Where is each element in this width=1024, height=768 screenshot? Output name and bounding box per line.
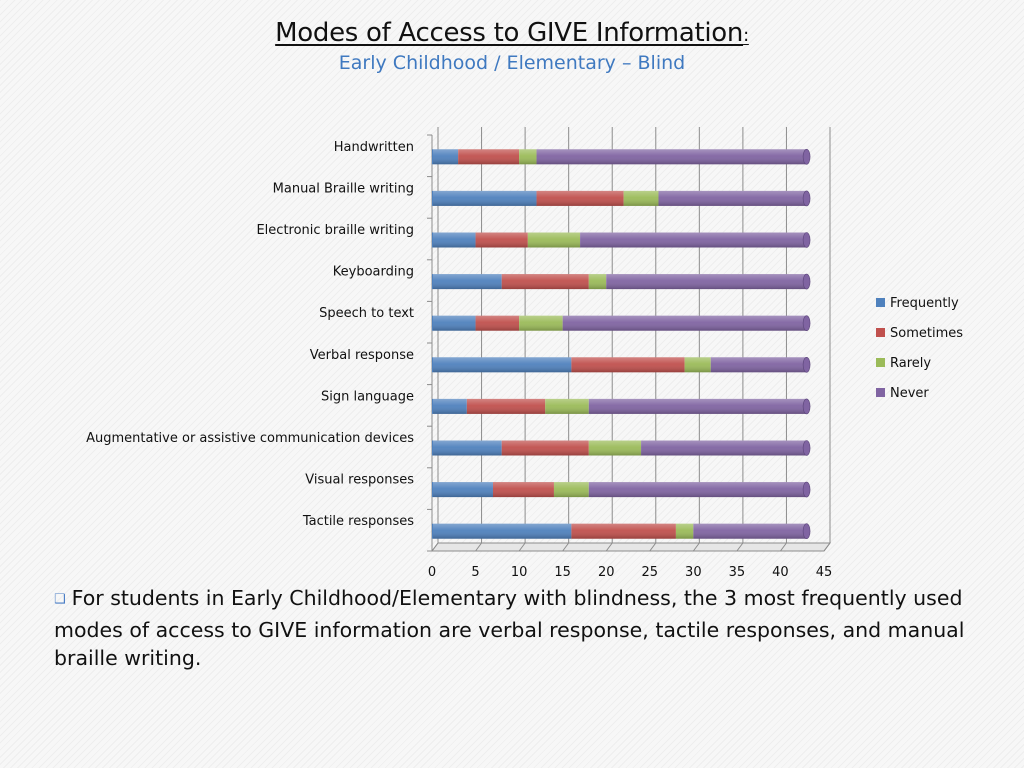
x-tick-label: 25 — [641, 565, 659, 580]
x-tick-label: 5 — [471, 565, 480, 580]
legend — [876, 296, 963, 401]
bar-shading — [433, 274, 807, 289]
x-tick-label: 30 — [685, 565, 702, 580]
bar-shading — [433, 482, 807, 497]
bar-shading — [433, 191, 807, 206]
legend-label: Never — [890, 386, 929, 401]
category-label: Augmentative or assistive communication devices — [86, 431, 414, 446]
bar-shading — [433, 524, 807, 539]
bar-end-cap — [803, 316, 810, 331]
bar-shading — [433, 233, 807, 248]
x-axis-ticks — [428, 565, 832, 580]
slide-subtitle: Early Childhood / Elementary – Blind — [338, 52, 686, 74]
bars — [432, 149, 810, 538]
x-tick-label: 20 — [597, 565, 615, 580]
bar-end-cap — [803, 274, 810, 289]
x-tick-label: 10 — [510, 565, 528, 580]
x-tick-label: 0 — [427, 565, 437, 580]
category-label: Electronic braille writing — [256, 223, 414, 238]
bar-shading — [433, 316, 807, 331]
x-tick-label: 35 — [728, 565, 746, 580]
legend-swatch — [876, 298, 885, 307]
bar-end-cap — [803, 399, 810, 414]
legend-swatch — [876, 328, 885, 337]
bar-end-cap — [803, 482, 810, 497]
legend-swatch — [876, 388, 885, 397]
legend-label: Rarely — [890, 356, 932, 371]
legend-label: Sometimes — [890, 326, 964, 341]
bar-end-cap — [803, 441, 810, 456]
category-labels — [86, 140, 414, 529]
summary-text: For students in Early Childhood/Elementary with blindness, the 3 most frequently used modes of access to GIVE information are verbal response, tactile responses, and manual braille writing. — [54, 586, 965, 670]
category-label: Tactile responses — [302, 514, 414, 530]
bar-shading — [433, 149, 807, 164]
bar-end-cap — [803, 149, 810, 164]
slide-title-colon: : — [743, 25, 749, 46]
category-label: Visual responses — [305, 472, 414, 488]
category-label: Verbal response — [309, 347, 414, 363]
x-tick-label: 40 — [772, 565, 789, 580]
slide-title-text: Modes of Access to GIVE Information — [275, 18, 744, 48]
bar-shading — [433, 357, 807, 372]
square-bullet-icon: ❑ — [54, 592, 66, 607]
bar-shading — [433, 399, 807, 414]
x-tick-label: 15 — [554, 565, 571, 580]
bar-end-cap — [803, 233, 810, 248]
x-tick-label: 45 — [815, 565, 833, 580]
category-label: Handwritten — [333, 139, 414, 155]
category-label: Manual Braille writing — [272, 181, 414, 197]
bar-end-cap — [803, 191, 810, 206]
legend-label: Frequently — [890, 296, 959, 311]
category-label: Keyboarding — [332, 264, 414, 280]
category-label: Sign language — [320, 389, 414, 405]
plot-floor — [432, 543, 830, 551]
bar-end-cap — [803, 357, 810, 372]
summary-note — [54, 584, 994, 672]
legend-swatch — [876, 358, 885, 367]
bar-shading — [433, 441, 807, 456]
category-label: Speech to text — [319, 306, 414, 322]
bar-end-cap — [803, 524, 810, 539]
